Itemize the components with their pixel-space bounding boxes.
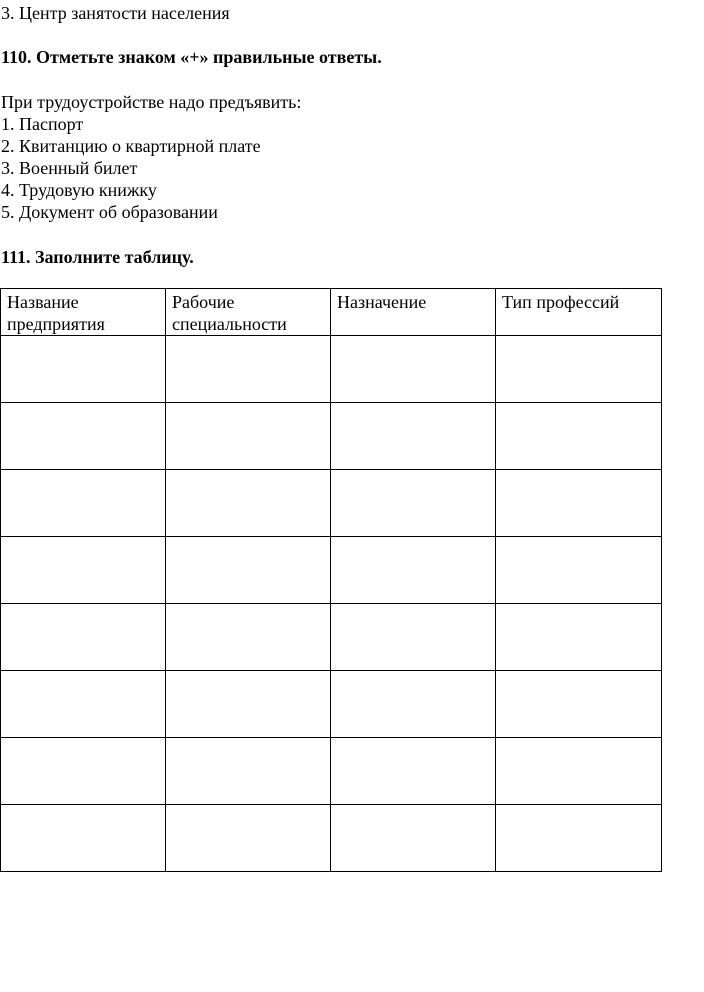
table-row <box>1 470 662 537</box>
table-row <box>1 805 662 872</box>
table-cell[interactable] <box>166 336 331 403</box>
column-header-enterprise-name: Название предприятия <box>1 289 166 336</box>
table-cell[interactable] <box>166 671 331 738</box>
column-header-working-specialties: Рабочие специальности <box>166 289 331 336</box>
table-cell[interactable] <box>496 738 662 805</box>
table-row <box>1 537 662 604</box>
table-cell[interactable] <box>331 671 496 738</box>
table-cell[interactable] <box>166 403 331 470</box>
table-cell[interactable] <box>496 336 662 403</box>
option-1: 1. Паспорт <box>1 114 84 134</box>
table-row <box>1 403 662 470</box>
table-cell[interactable] <box>1 805 166 872</box>
table-row <box>1 671 662 738</box>
table-cell[interactable] <box>331 470 496 537</box>
option-4: 4. Трудовую книжку <box>1 180 157 200</box>
column-header-profession-type: Тип профессий <box>496 289 662 336</box>
table-cell[interactable] <box>331 738 496 805</box>
table-row <box>1 738 662 805</box>
table-cell[interactable] <box>166 738 331 805</box>
table-cell[interactable] <box>166 604 331 671</box>
table-cell[interactable] <box>331 805 496 872</box>
task-110-title: 110. Отметьте знаком «+» правильные ответы. <box>1 47 382 67</box>
fill-in-table <box>0 288 662 872</box>
task-110-prompt: При трудоустройстве надо предъявить: <box>1 92 302 112</box>
table-cell[interactable] <box>496 470 662 537</box>
table-cell[interactable] <box>496 604 662 671</box>
task-111-title: 111. Заполните таблицу. <box>1 247 194 267</box>
table-cell[interactable] <box>1 403 166 470</box>
table-cell[interactable] <box>166 805 331 872</box>
table-cell[interactable] <box>166 470 331 537</box>
table-row <box>1 336 662 403</box>
table-cell[interactable] <box>496 537 662 604</box>
option-3: 3. Военный билет <box>1 158 138 178</box>
table-cell[interactable] <box>166 537 331 604</box>
table-cell[interactable] <box>1 738 166 805</box>
option-5: 5. Документ об образовании <box>1 202 218 222</box>
table-cell[interactable] <box>331 604 496 671</box>
table-row <box>1 604 662 671</box>
table-cell[interactable] <box>496 671 662 738</box>
table-cell[interactable] <box>1 336 166 403</box>
table-cell[interactable] <box>1 470 166 537</box>
table-cell[interactable] <box>331 537 496 604</box>
table-cell[interactable] <box>1 604 166 671</box>
option-2: 2. Квитанцию о квартирной плате <box>1 136 261 156</box>
table-cell[interactable] <box>1 537 166 604</box>
table-header-row <box>1 289 662 336</box>
table-cell[interactable] <box>496 403 662 470</box>
table-cell[interactable] <box>1 671 166 738</box>
column-header-purpose: Назначение <box>331 289 496 336</box>
table-cell[interactable] <box>331 336 496 403</box>
previous-answer-option: 3. Центр занятости населения <box>1 3 230 23</box>
table-cell[interactable] <box>331 403 496 470</box>
table-cell[interactable] <box>496 805 662 872</box>
